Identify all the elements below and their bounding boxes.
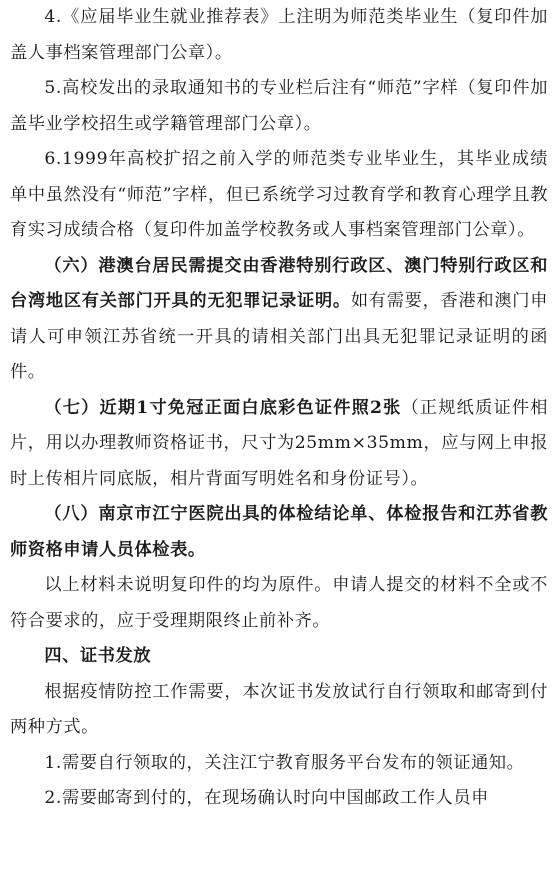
paragraph-item-5: 5.高校发出的录取通知书的专业栏后注有“师范”字样（复印件加盖毕业学校招生或学籍管理部门公章）。 <box>10 78 548 134</box>
paragraph-self-pickup: 1.需要自行领取的，关注江宁教育服务平台发布的领证通知。 <box>44 752 525 773</box>
section-6-bold-text: （六）港澳台居民需提交由香港特别行政区、澳门特别行政区和台湾地区有关部门开具的无犯罪记录证明。 <box>10 255 548 311</box>
paragraph-section-6 <box>10 249 548 391</box>
section-7-bold-text: （七）近期1寸免冠正面白底彩色证件照2张 <box>44 397 402 418</box>
paragraph-issuance-intro: 根据疫情防控工作需要，本次证书发放试行自行领取和邮寄到付两种方式。 <box>10 681 548 737</box>
section-6-body-text: 如有需要，香港和澳门申请人可申领江苏省统一开具的请相关部门出具无犯罪记录证明的函件。 <box>10 291 548 382</box>
paragraph-mail-delivery: 2.需要邮寄到付的，在现场确认时向中国邮政工作人员申 <box>44 788 489 808</box>
section-heading-certificate-issuance: 四、证书发放 <box>44 646 152 666</box>
paragraph-section-8: （八）南京市江宁医院出具的体检结论单、体检报告和江苏省教师资格申请人员体检表。 <box>10 504 548 560</box>
section-7-body-text: （正规纸质证件相片，用以办理教师资格证书，尺寸为25mm×35mm，应与网上申报时上传相片同底版，相片背面写明姓名和身份证号）。 <box>10 397 548 489</box>
paragraph-item-6: 6.1999年高校扩招之前入学的师范类专业毕业生，其毕业成绩单中虽然没有“师范”字样，但已系统学习过教育学和教育心理学且教育实习成绩合格（复印件加盖学校教务或人事档案管理部门公章）。 <box>10 149 548 240</box>
paragraph-item-4: 4.《应届毕业生就业推荐表》上注明为师范类毕业生（复印件加盖人事档案管理部门公章）。 <box>10 7 548 63</box>
paragraph-section-7 <box>10 391 548 498</box>
paragraph-materials-note: 以上材料未说明复印件的均为原件。申请人提交的材料不全或不符合要求的，应于受理期限终止前补齐。 <box>10 575 548 631</box>
